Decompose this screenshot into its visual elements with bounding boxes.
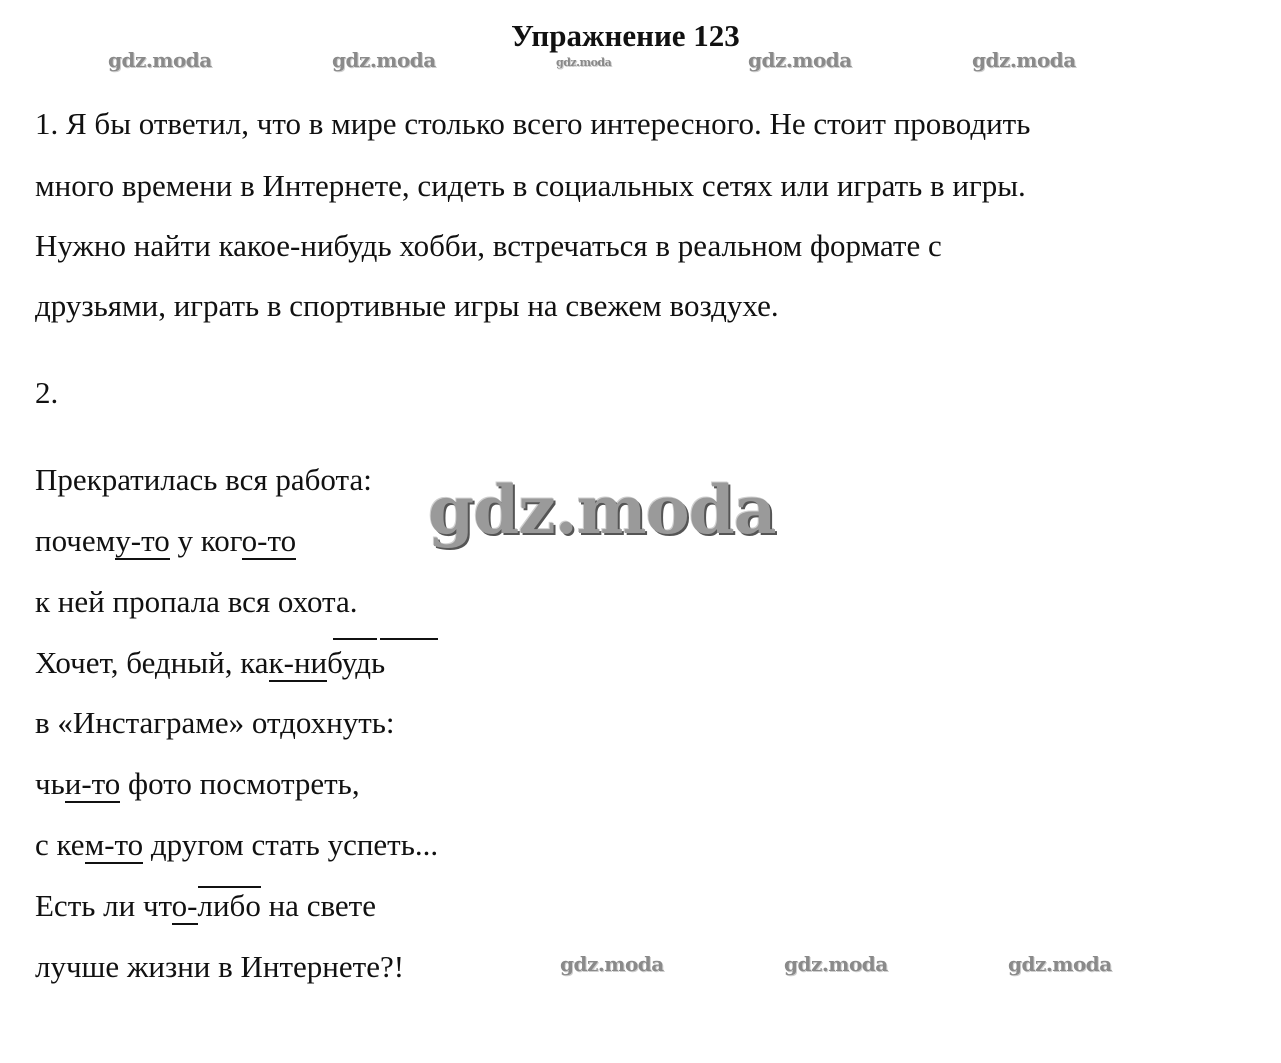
hyphen-particle: -то [104,827,144,862]
word-part: почем [35,523,116,558]
poem-line [35,521,296,561]
page-title: Упражнение 123 [511,18,740,53]
word-part: с ке [35,827,85,862]
ending-underline: м [84,827,105,862]
ending-underline: о [241,523,258,558]
watermark-large: gdz.moda [428,471,776,549]
ending-underline: к [268,645,284,680]
word-part: будь [327,645,386,680]
particle-overline: либо [197,888,261,923]
text-line: друзьями, играть в спортивные игры на свежем воздухе. [35,288,779,323]
hyphen-particle: - [283,645,294,680]
poem-line: к ней пропала вся охота. [35,584,358,619]
word-part: фото посмотреть, [120,766,360,801]
watermark: gdz.moda [556,56,612,69]
hyphen-particle: -то [257,523,297,558]
hyphen-particle: - [187,888,198,923]
text-line: много времени в Интернете, сидеть в социальных сетях или играть в игры. [35,168,1026,203]
ending-underline: у [115,523,131,558]
watermark: gdz.moda [1008,952,1112,976]
watermark: gdz.moda [332,48,436,72]
word-part: чь [35,766,65,801]
watermark: gdz.moda [972,48,1076,72]
watermark: gdz.moda [784,952,888,976]
word-part: Есть ли чт [35,888,172,923]
poem-line [35,825,438,865]
word-part: на свете [260,888,376,923]
poem-line: Прекратилась вся работа: [35,462,372,497]
word-part: Хочет, бедный, ка [35,645,269,680]
text-line: 1. Я бы ответил, что в мире столько всего интересного. Не стоит проводить [35,106,1031,141]
particle-underline: ни [293,645,328,680]
ending-underline: и [64,766,82,801]
poem-line [35,886,376,926]
text-line: Нужно найти какое-нибудь хобби, встречаться в реальном формате с [35,228,942,263]
poem-line [35,764,360,804]
poem-line: в «Инстаграме» отдохнуть: [35,705,395,740]
watermark: gdz.moda [748,48,852,72]
root-overline [380,638,438,640]
watermark: gdz.moda [108,48,212,72]
ending-underline: о [171,888,188,923]
part-2-number: 2. [35,375,59,410]
word-part: у ког [169,523,242,558]
poem-line [35,643,385,683]
hyphen-particle: -то [81,766,121,801]
poem-line: лучше жизни в Интернете?! [35,949,405,984]
watermark: gdz.moda [560,952,664,976]
root-overline [333,638,377,640]
word-part: другом стать успеть... [143,827,439,862]
hyphen-particle: -то [130,523,170,558]
